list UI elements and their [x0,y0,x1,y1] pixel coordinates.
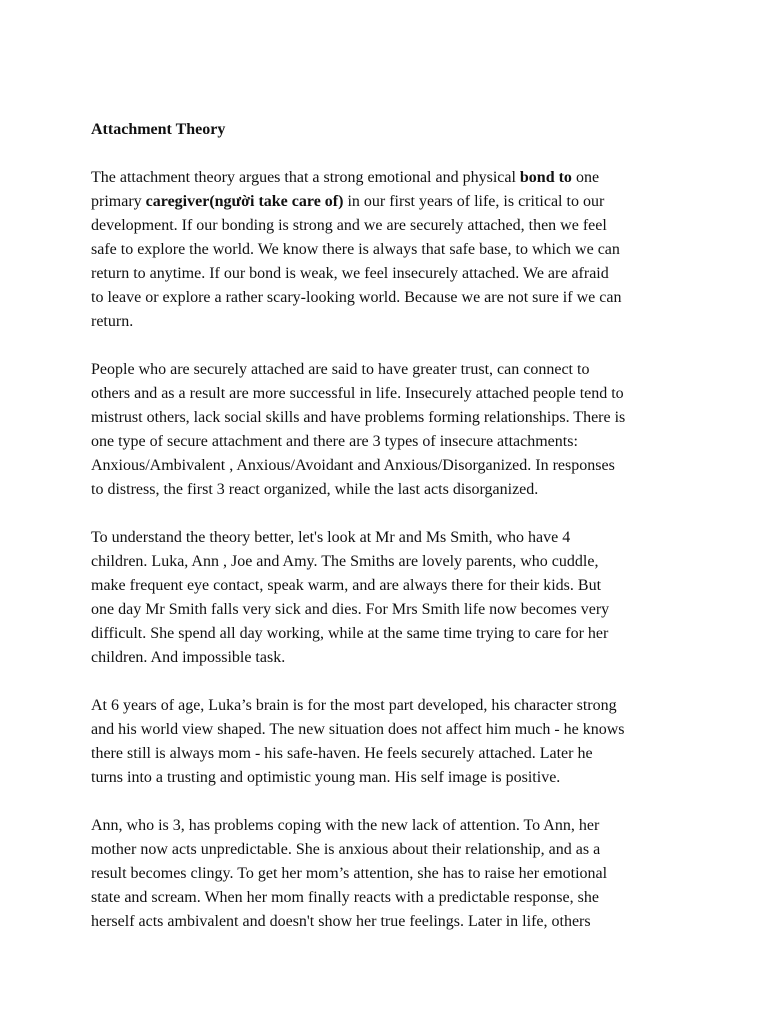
body-paragraph [91,694,691,790]
text-line [91,478,691,502]
text-line [91,310,691,334]
text-run: People who are securely attached are said to have greater trust, can connect to [91,361,590,378]
text-line [91,862,691,886]
text-run: one [571,169,600,186]
text-line [91,454,691,478]
text-run: mother now acts unpredictable. She is anxious about their relationship, and as a [91,841,601,858]
text-run: and his world view shaped. The new situation does not affect him much - he knows [91,721,625,738]
body-paragraph [91,526,691,670]
text-line [91,598,691,622]
text-line [91,766,691,790]
text-run: to distress, the first 3 react organized, while the last acts disorganized. [91,481,539,498]
text-line [91,358,691,382]
text-run: children. And impossible task. [91,649,286,666]
text-run: make frequent eye contact, speak warm, and are always there for their kids. But [91,577,602,594]
text-run: difficult. She spend all day working, while at the same time trying to care for her [91,625,609,642]
text-line [91,718,691,742]
text-run: one day Mr Smith falls very sick and dies. For Mrs Smith life now becomes very [91,601,610,618]
text-line [91,742,691,766]
text-line [91,166,691,190]
text-line [91,550,691,574]
text-line [91,814,691,838]
paragraph-list [91,166,691,934]
text-run: primary [91,193,146,210]
text-line [91,886,691,910]
text-run: to leave or explore a rather scary-looking world. Because we are not sure if we can [91,289,622,306]
text-run: Ann, who is 3, has problems coping with the new lack of attention. To Ann, her [91,817,600,834]
text-line [91,190,691,214]
text-run: The attachment theory argues that a strong emotional and physical [91,169,520,186]
text-run: At 6 years of age, Luka’s brain is for the most part developed, his character strong [91,697,617,714]
text-line [91,694,691,718]
document-body [91,118,691,958]
text-line [91,622,691,646]
text-run: in our first years of life, is critical to our [343,193,605,210]
text-run: state and scream. When her mom finally reacts with a predictable response, she [91,889,599,906]
text-line [91,286,691,310]
text-run: there still is always mom - his safe-haven. He feels securely attached. Later he [91,745,593,762]
document-title: Attachment Theory [91,121,226,138]
text-run: mistrust others, lack social skills and have problems forming relationships. There is [91,409,626,426]
text-run: others and as a result are more successful in life. Insecurely attached people tend to [91,385,624,402]
bold-text-run: bond to [519,169,572,186]
text-line [91,646,691,670]
text-line [91,238,691,262]
text-run: return to anytime. If our bond is weak, we feel insecurely attached. We are afraid [91,265,609,282]
text-run: return. [91,313,134,330]
text-run: turns into a trusting and optimistic young man. His self image is positive. [91,769,561,786]
bold-text-run: caregiver(người take care of) [145,193,344,210]
text-line [91,382,691,406]
text-line [91,262,691,286]
text-run: safe to explore the world. We know there is always that safe base, to which we can [91,241,620,258]
text-line [91,406,691,430]
text-run: development. If our bonding is strong and we are securely attached, then we feel [91,217,607,234]
body-paragraph [91,814,691,934]
text-run: herself acts ambivalent and doesn't show her true feelings. Later in life, others [91,913,591,930]
body-paragraph [91,358,691,502]
text-run: To understand the theory better, let's look at Mr and Ms Smith, who have 4 [91,529,571,546]
text-run: Anxious/Ambivalent , Anxious/Avoidant and Anxious/Disorganized. In responses [91,457,615,474]
text-line [91,574,691,598]
text-line [91,430,691,454]
text-run: result becomes clingy. To get her mom’s attention, she has to raise her emotional [91,865,608,882]
text-line [91,910,691,934]
text-line [91,838,691,862]
text-run: one type of secure attachment and there are 3 types of insecure attachments: [91,433,578,450]
text-line [91,214,691,238]
body-paragraph [91,166,691,334]
text-line [91,526,691,550]
text-run: children. Luka, Ann , Joe and Amy. The Smiths are lovely parents, who cuddle, [91,553,599,570]
